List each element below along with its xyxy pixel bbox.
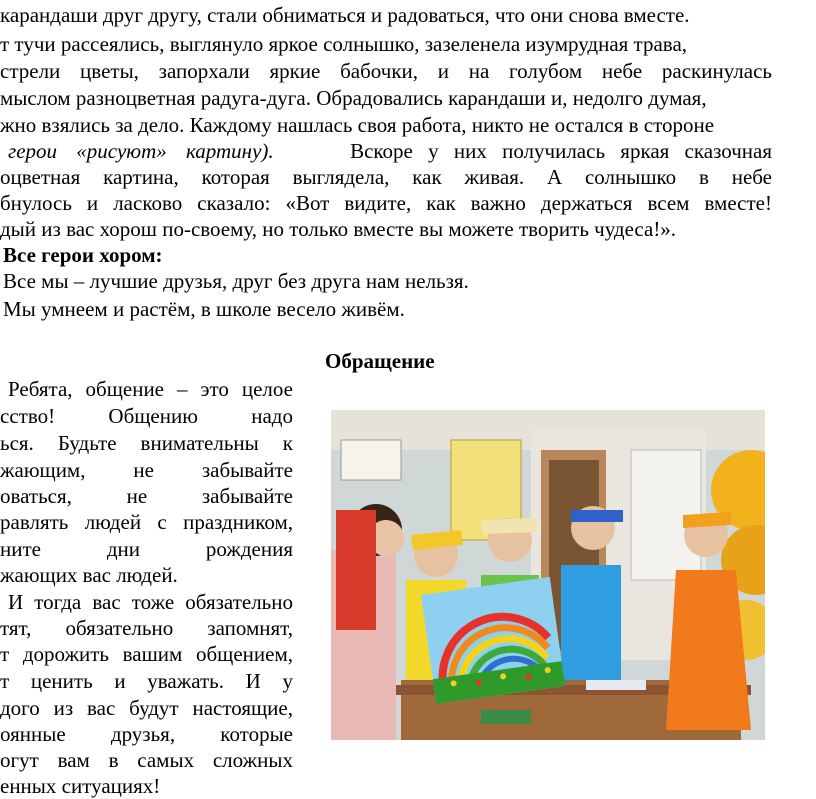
classroom-photo-illustration bbox=[331, 410, 765, 740]
chorus-heading: Все герои хором: bbox=[3, 243, 163, 267]
section-line-6: равлять людей с праздником, bbox=[0, 510, 293, 534]
section-line-2: сство! Общению надо bbox=[0, 404, 293, 428]
section-line-8: жающих вас людей. bbox=[0, 563, 178, 587]
story-line-4: мыслом разноцветная радуга-дуга. Обрадовались карандаши и, недолго думая, bbox=[0, 86, 707, 110]
story-line-8: бнулось и ласково сказало: «Вот видите, как важно держаться всем вместе! bbox=[0, 191, 772, 215]
story-line-6 bbox=[8, 138, 772, 164]
stage-direction: герои «рисуют» картину). bbox=[8, 139, 274, 163]
section-title: Обращение bbox=[325, 349, 435, 373]
section-line-10: тят, обязательно запомнят, bbox=[0, 616, 293, 640]
section-line-14: оянные друзья, которые bbox=[0, 722, 293, 746]
story-line-9: дый из вас хорош по-своему, но только вместе вы можете творить чудеса!». bbox=[0, 217, 677, 241]
section-line-11: т дорожить вашим общением, bbox=[0, 642, 293, 666]
section-line-5: оваться, не забывайте bbox=[0, 484, 293, 508]
section-line-12: т ценить и уважать. И у bbox=[0, 669, 293, 693]
section-line-1: Ребята, общение – это целое bbox=[8, 377, 293, 401]
section-line-7: ните дни рождения bbox=[0, 537, 293, 561]
story-line-1: карандаши друг другу, стали обниматься и радоваться, что они снова вместе. bbox=[0, 3, 690, 27]
classroom-photo bbox=[331, 410, 765, 740]
section-line-13: дого из вас будут настоящие, bbox=[0, 696, 293, 720]
story-line-5: жно взялись за дело. Каждому нашлась своя работа, никто не остался в стороне bbox=[0, 113, 715, 137]
section-line-15: огут вам в самых сложных bbox=[0, 748, 293, 772]
chorus-line-2: Мы умнеем и растём, в школе весело живём. bbox=[3, 297, 405, 321]
story-line-6-rest: Вскоре у них получилась яркая сказочная bbox=[350, 139, 772, 163]
section-line-16: енных ситуациях! bbox=[0, 774, 161, 798]
story-line-3: стрели цветы, запорхали яркие бабочки, и на голубом небе раскинулась bbox=[0, 59, 772, 83]
story-line-2: т тучи рассеялись, выглянуло яркое солнышко, зазеленела изумрудная трава, bbox=[0, 32, 688, 56]
section-line-9: И тогда вас тоже обязательно bbox=[8, 590, 293, 614]
story-line-7: оцветная картина, которая выглядела, как живая. А солнышко в небе bbox=[0, 165, 772, 189]
section-line-3: ься. Будьте внимательны к bbox=[0, 431, 293, 455]
section-line-4: жающим, не забывайте bbox=[0, 458, 293, 482]
chorus-line-1: Все мы – лучшие друзья, друг без друга нам нельзя. bbox=[3, 269, 469, 293]
